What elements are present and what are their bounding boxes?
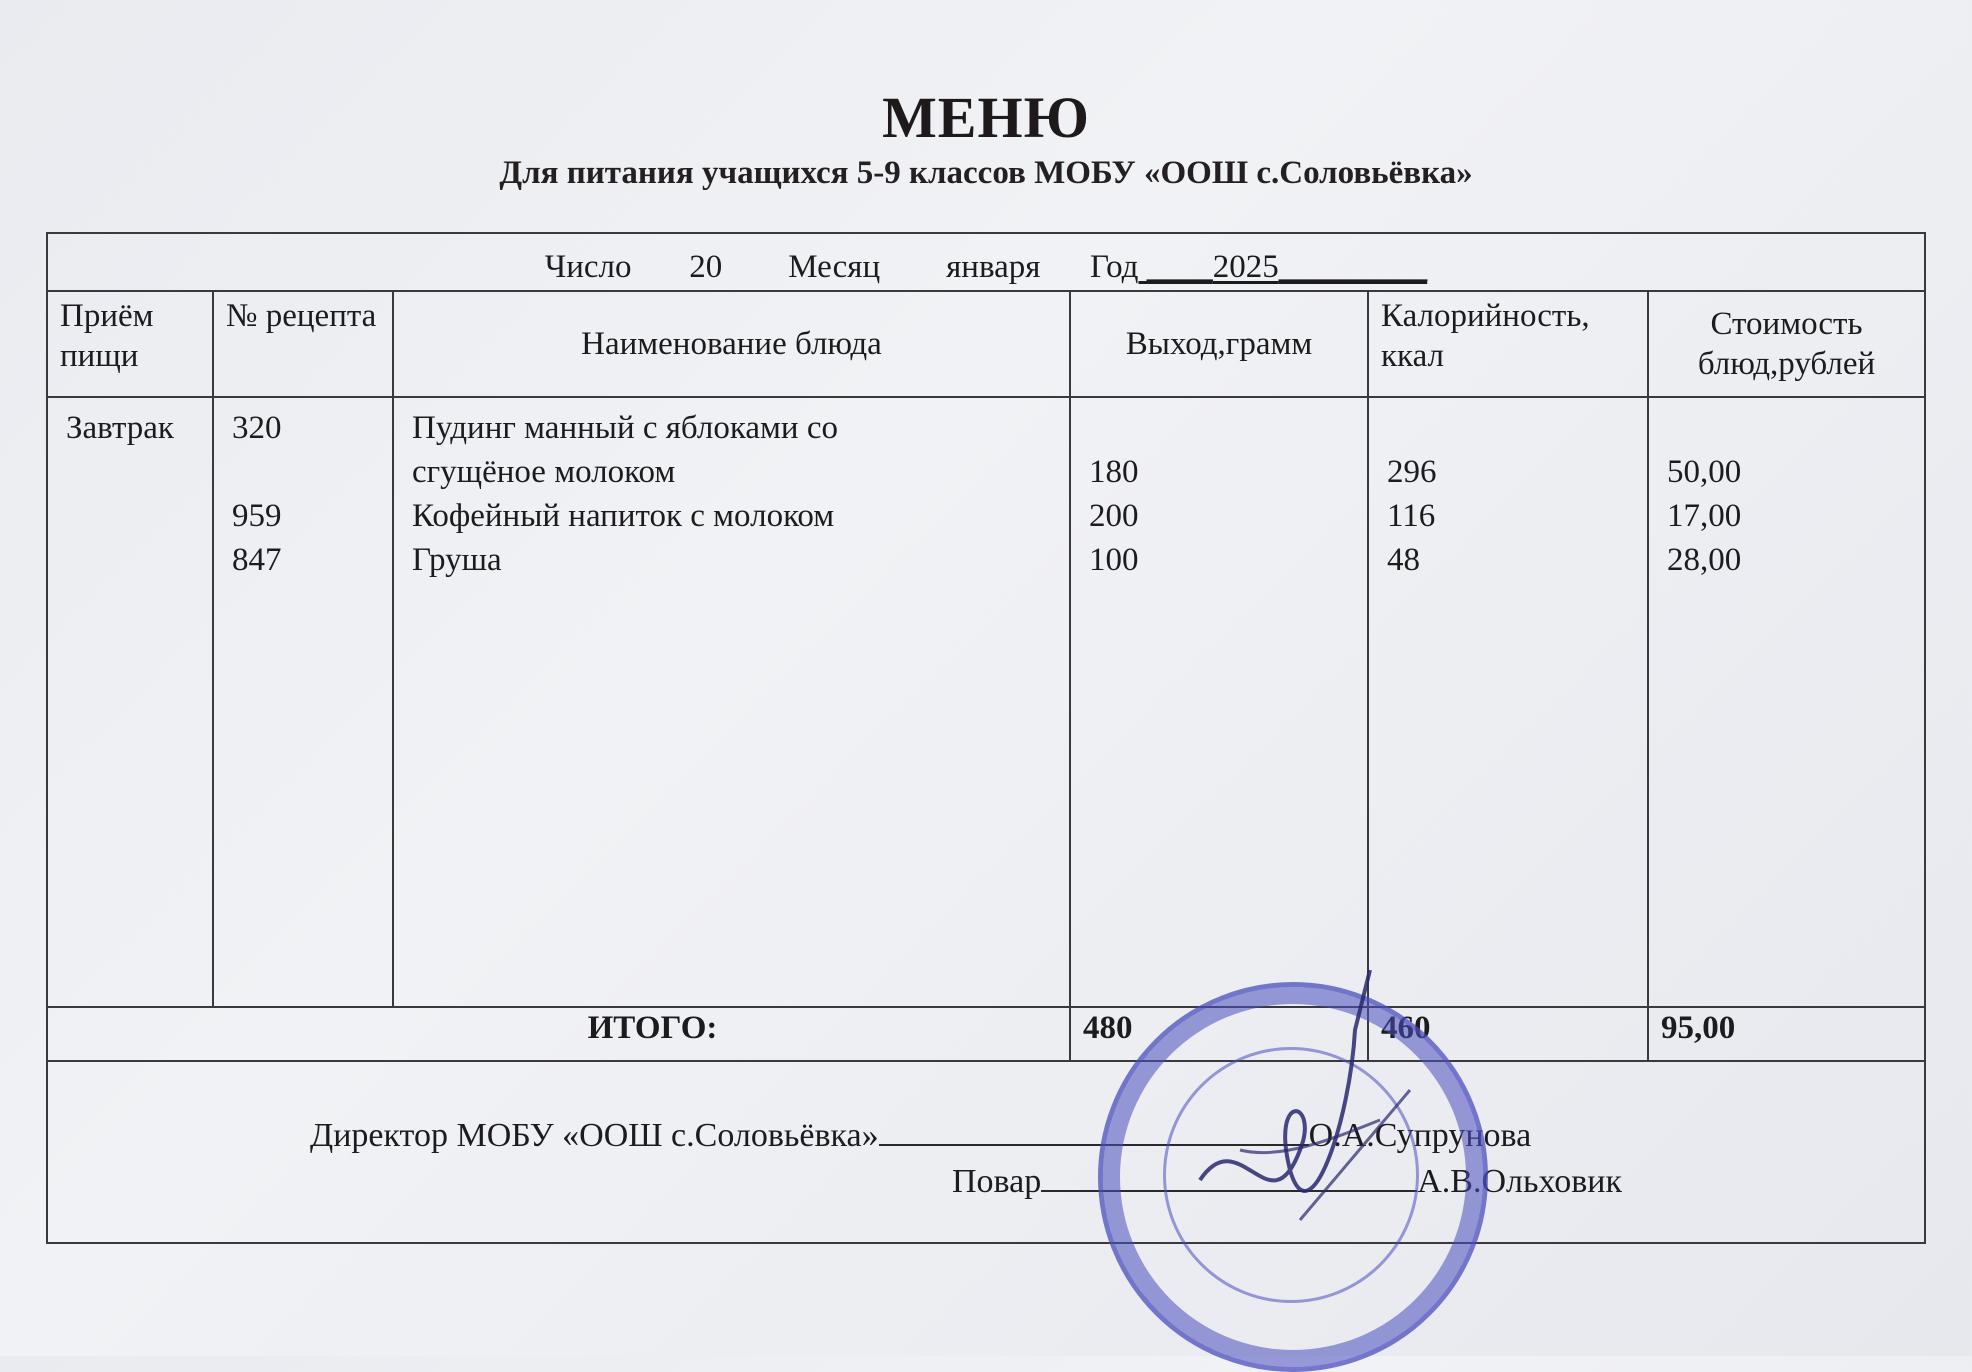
cost-value: 17,00 <box>1667 498 1742 534</box>
signature-block <box>48 1060 1924 1242</box>
calories-value: 116 <box>1387 498 1436 534</box>
header-dish: Наименование блюда <box>393 292 1070 397</box>
table-body <box>48 397 1924 1007</box>
total-calories: 460 <box>1368 1007 1648 1060</box>
yield-value: 180 <box>1089 454 1139 490</box>
month-label: Месяц <box>788 249 881 285</box>
calories-value: 48 <box>1387 542 1420 578</box>
header-recipe: № рецепта <box>213 292 393 397</box>
menu-sheet <box>46 232 1926 1244</box>
page-subtitle: Для питания учащихся 5-9 классов МОБУ «ООШ с.Соловьёвка» <box>499 155 1473 191</box>
total-cost: 95,00 <box>1648 1007 1924 1060</box>
header-cost: Стоимость блюд,рублей <box>1648 292 1924 397</box>
yield-cell <box>1070 397 1368 1007</box>
dish-name: сгущёное молоком <box>412 454 676 490</box>
meal-name: Завтрак <box>66 410 174 446</box>
recipe-number: 959 <box>232 498 282 534</box>
cook-signature-line <box>952 1160 1622 1201</box>
recipe-number: 847 <box>232 542 282 578</box>
total-row <box>48 1007 1924 1060</box>
meal-cell <box>48 397 213 1007</box>
yield-value: 200 <box>1089 498 1139 534</box>
cook-name: А.В.Ольховик <box>1417 1163 1622 1200</box>
header-yield: Выход,грамм <box>1070 292 1368 397</box>
cook-label: Повар <box>952 1163 1042 1200</box>
header-calories: Калорийность, ккал <box>1368 292 1648 397</box>
yield-value: 100 <box>1089 542 1139 578</box>
director-name: О.А.Супрунова <box>1308 1117 1532 1154</box>
dish-name: Кофейный напиток с молоком <box>412 498 835 534</box>
page-title: МЕНЮ <box>882 85 1090 150</box>
cost-cell <box>1648 397 1924 1007</box>
calories-cell <box>1368 397 1648 1007</box>
dish-cell <box>393 397 1070 1007</box>
dish-name: Пудинг манный с яблоками со <box>412 410 838 446</box>
day-value: 20 <box>689 249 723 285</box>
total-label: ИТОГО: <box>48 1007 1070 1060</box>
year-label: Год <box>1089 249 1139 285</box>
year-value: 2025 <box>1212 249 1279 285</box>
date-line: Число 20 Месяц января Год ____ 2025 _________ <box>48 234 1924 292</box>
header-meal: Приём пищи <box>48 292 213 397</box>
table-header <box>48 292 1924 397</box>
director-label: Директор МОБУ «ООШ с.Соловьёвка» <box>310 1117 879 1154</box>
menu-table <box>48 292 1924 1060</box>
recipe-cell <box>213 397 393 1007</box>
cost-value: 28,00 <box>1667 542 1742 578</box>
total-yield: 480 <box>1070 1007 1368 1060</box>
month-value: января <box>946 249 1041 285</box>
day-label: Число <box>544 249 632 285</box>
recipe-number: 320 <box>232 410 282 446</box>
director-signature-line <box>310 1114 1531 1155</box>
cost-value: 50,00 <box>1667 454 1742 490</box>
calories-value: 296 <box>1387 454 1437 490</box>
dish-name: Груша <box>412 542 502 578</box>
